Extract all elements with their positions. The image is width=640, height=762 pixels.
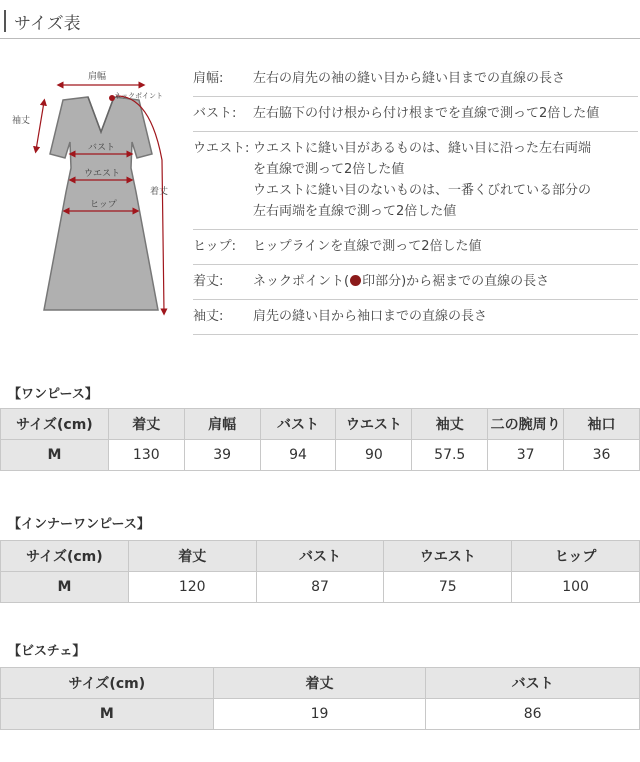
table-cell: 37 — [488, 440, 564, 471]
table-cell: 86 — [426, 699, 640, 730]
table-header-cell: 袖丈 — [412, 409, 488, 440]
diagram-label-neckpoint: ネックポイント — [114, 92, 163, 100]
table-header-cell: ヒップ — [512, 541, 640, 572]
diagram-label-waist: ウエスト — [84, 169, 121, 179]
definition-value: ウエストに縫い目があるものは、縫い目に沿った左右両端 を直線で測って2倍した値 ウエストに縫い目のないものは、一番くびれている部分の 左右両端を直線で測って2倍した値 — [253, 141, 592, 219]
table-cell: 36 — [564, 440, 640, 471]
table-cell: 130 — [108, 440, 184, 471]
definition-value-post: 印部分)から裾までの直線の長さ — [362, 274, 550, 289]
table-header-cell: バスト — [256, 541, 384, 572]
table-header-row — [1, 409, 640, 440]
table-cell: 120 — [128, 572, 256, 603]
table-cell: 87 — [256, 572, 384, 603]
table-header-cell: ウエスト — [384, 541, 512, 572]
diagram-label-hip: ヒップ — [90, 200, 117, 210]
definition-row — [193, 265, 638, 300]
table-cell: 19 — [213, 699, 426, 730]
table-cell-size: M — [1, 440, 109, 471]
title-bar — [4, 10, 6, 32]
table-header-cell: サイズ(cm) — [1, 541, 129, 572]
table-header-cell: バスト — [260, 409, 336, 440]
table-cell-size: M — [1, 572, 129, 603]
definition-key: 肩幅: — [193, 71, 224, 86]
diagram-label-sleeve: 袖丈 — [12, 116, 31, 126]
table-cell: 75 — [384, 572, 512, 603]
table-cell: 94 — [260, 440, 336, 471]
page-header — [0, 8, 81, 34]
table-header-row — [1, 541, 640, 572]
table-header-cell: 着丈 — [128, 541, 256, 572]
section-title-bustier: 【ビスチェ】 — [8, 644, 86, 659]
definition-value: ヒップラインを直線で測って2倍した値 — [253, 239, 482, 254]
dress-diagram — [0, 60, 190, 320]
table-row — [1, 572, 640, 603]
definition-key: 袖丈: — [193, 309, 224, 324]
size-table-bustier — [0, 667, 640, 730]
table-header-cell: ウエスト — [336, 409, 412, 440]
table-header-cell: サイズ(cm) — [1, 409, 109, 440]
definition-key: 着丈: — [193, 274, 224, 289]
section-title-onepiece: 【ワンピース】 — [8, 387, 98, 402]
definition-value: 左右脇下の付け根から付け根までを直線で測って2倍した値 — [253, 106, 600, 121]
definition-row — [193, 300, 638, 335]
table-header-cell: サイズ(cm) — [1, 668, 214, 699]
page-title: サイズ表 — [14, 13, 81, 34]
table-cell: 57.5 — [412, 440, 488, 471]
diagram-label-length: 着丈 — [150, 187, 169, 197]
table-cell: 39 — [184, 440, 260, 471]
header-divider — [0, 38, 640, 39]
table-row — [1, 440, 640, 471]
table-header-cell: 着丈 — [213, 668, 426, 699]
table-cell: 100 — [512, 572, 640, 603]
definition-row — [193, 97, 638, 132]
table-cell-size: M — [1, 699, 214, 730]
table-cell: 90 — [336, 440, 412, 471]
definition-row — [193, 132, 638, 230]
table-header-cell: バスト — [426, 668, 640, 699]
table-header-row — [1, 668, 640, 699]
table-header-cell: 二の腕周り — [488, 409, 564, 440]
definition-key: バスト: — [193, 106, 237, 121]
diagram-label-shoulder: 肩幅 — [88, 72, 107, 82]
size-table-onepiece — [0, 408, 640, 471]
definition-value: 左右の肩先の袖の縫い目から縫い目までの直線の長さ — [253, 71, 566, 86]
neckpoint-dot-icon — [350, 275, 361, 286]
definition-value — [253, 271, 638, 292]
table-row — [1, 699, 640, 730]
definition-key: ウエスト: — [193, 141, 250, 156]
table-header-cell: 着丈 — [108, 409, 184, 440]
measurement-definitions — [193, 62, 638, 335]
definition-value: 肩先の縫い目から袖口までの直線の長さ — [253, 309, 488, 324]
section-title-inner-onepiece: 【インナーワンピース】 — [8, 517, 150, 532]
table-header-cell: 肩幅 — [184, 409, 260, 440]
size-table-inner-onepiece — [0, 540, 640, 603]
table-header-cell: 袖口 — [564, 409, 640, 440]
definition-row — [193, 62, 638, 97]
definition-value-pre: ネックポイント( — [253, 274, 350, 289]
definition-key: ヒップ: — [193, 239, 236, 254]
definition-row — [193, 230, 638, 265]
diagram-label-bust: バスト — [88, 143, 116, 153]
